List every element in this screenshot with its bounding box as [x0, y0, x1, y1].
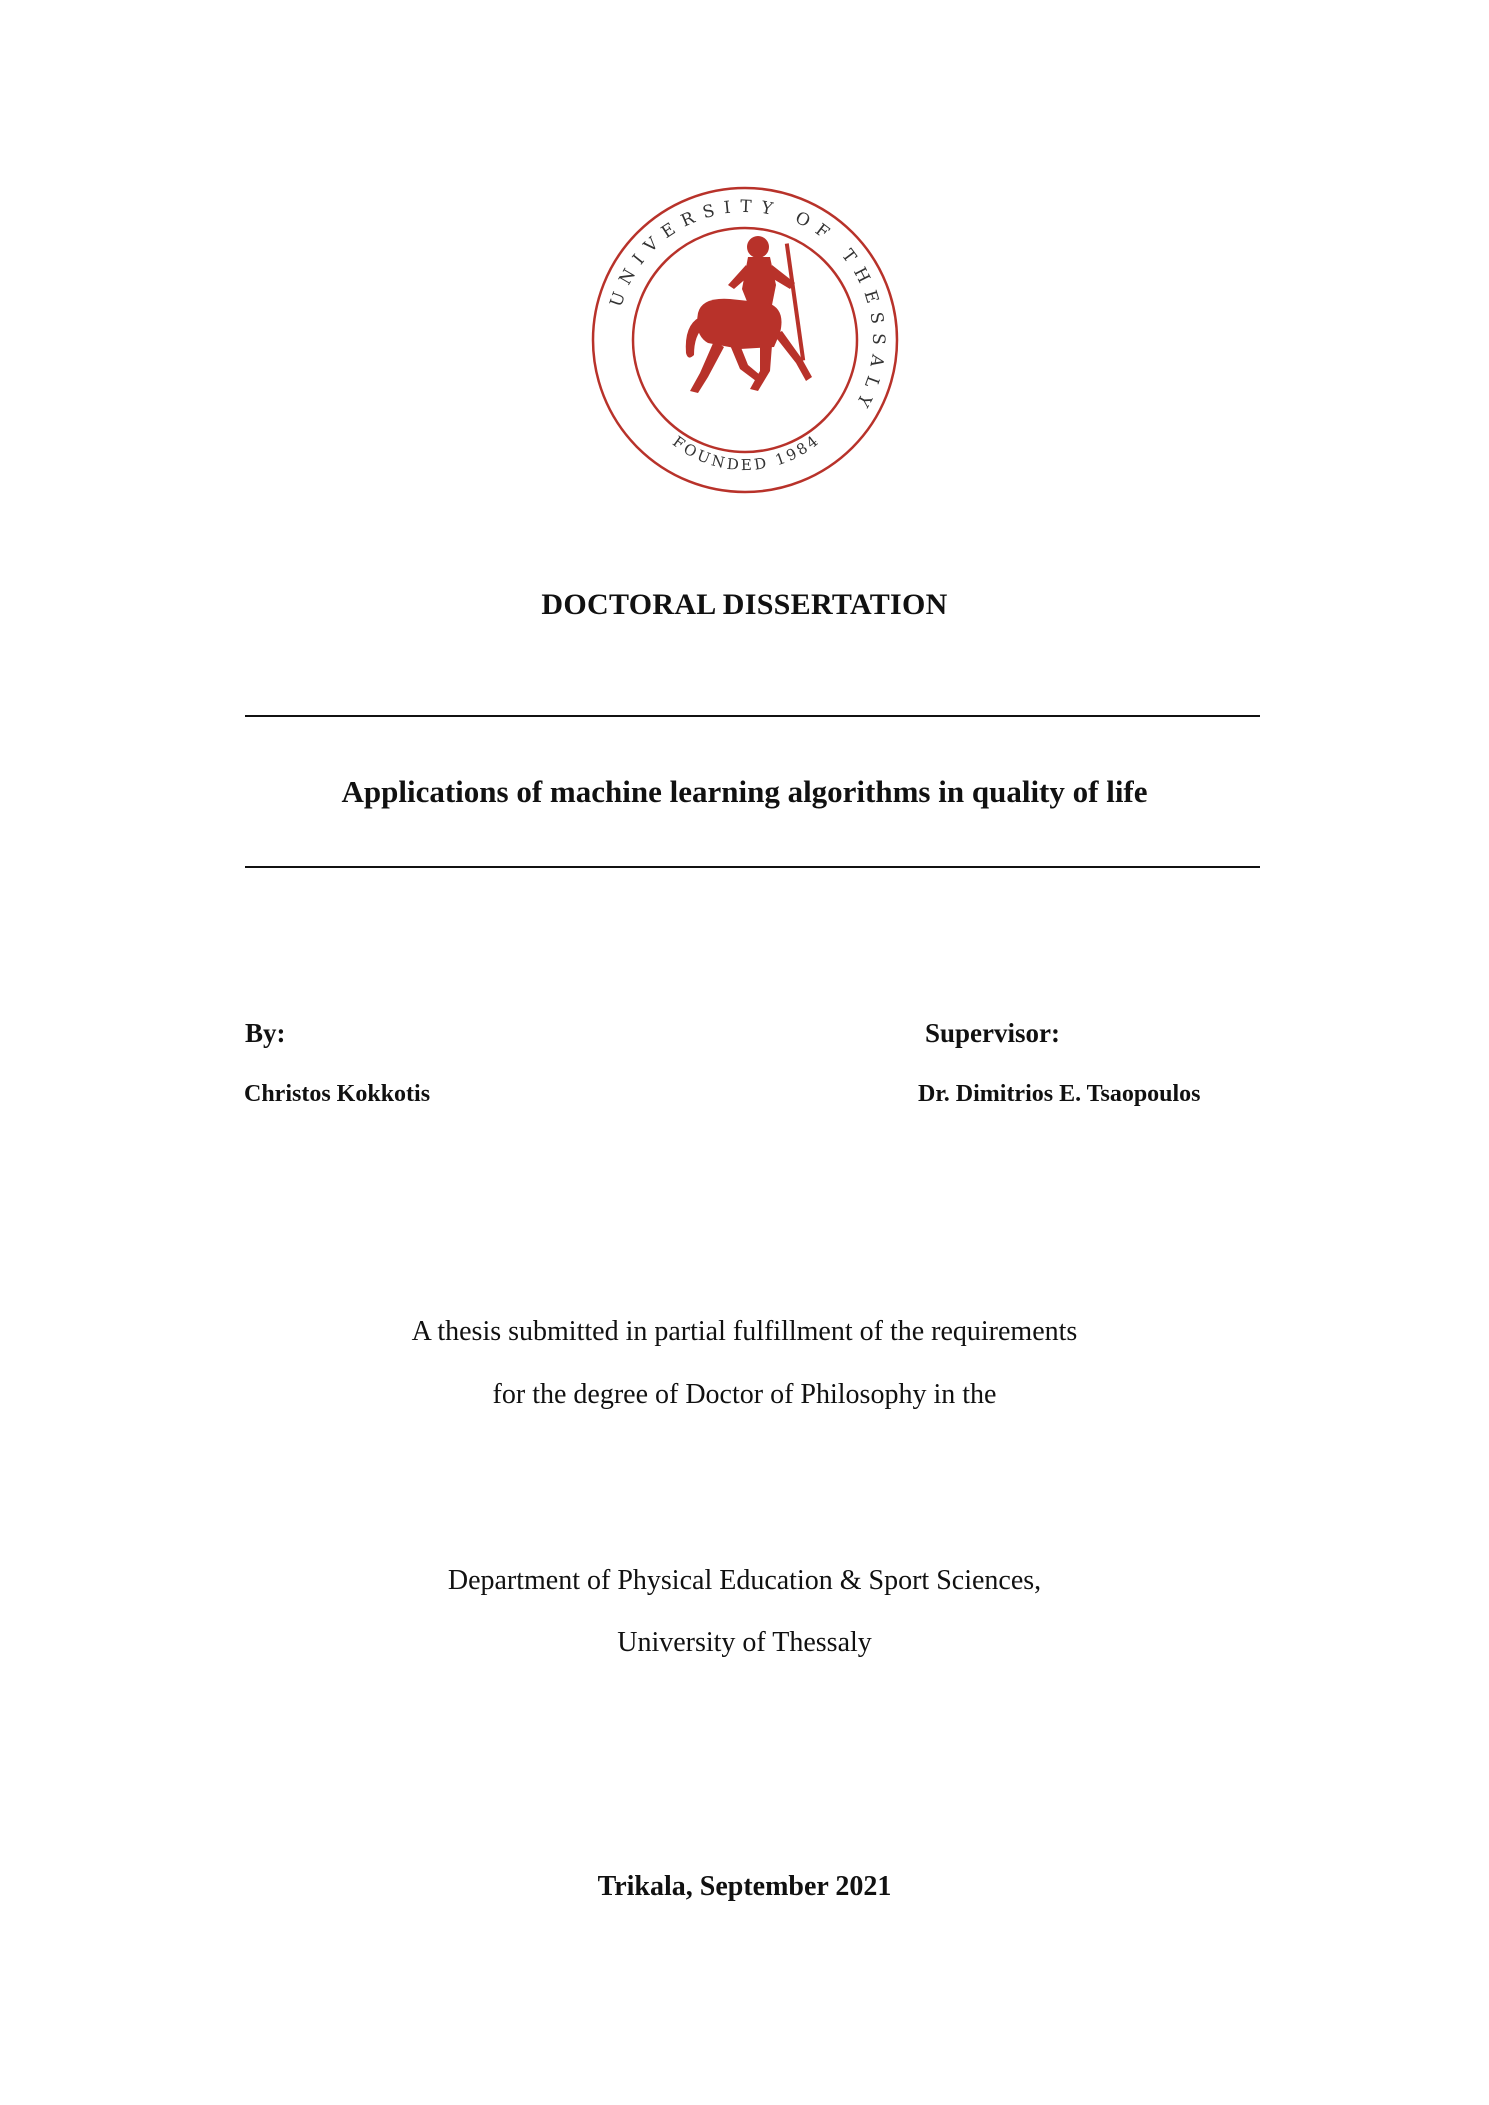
title-top-rule [245, 715, 1260, 717]
dissertation-title: Applications of machine learning algorithms in quality of life [341, 774, 1148, 809]
department-line-1: Department of Physical Education & Sport Sciences, [447, 1565, 1042, 1596]
author-label: By: [245, 1018, 286, 1048]
title-bottom-rule [245, 866, 1260, 868]
document-type-heading: DOCTORAL DISSERTATION [541, 588, 948, 621]
svg-text:UNIVERSITY OF THESSALY: UNIVERSITY OF THESSALY [606, 196, 889, 418]
author-name: Christos Kokkotis [244, 1081, 431, 1107]
place-and-date: Trikala, September 2021 [597, 1871, 892, 1902]
university-seal-graphic [590, 185, 900, 495]
supervisor-label: Supervisor: [925, 1018, 1060, 1048]
requirements-line-1: A thesis submitted in partial fulfillment of the requirements [411, 1316, 1078, 1347]
department-line-2: University of Thessaly [617, 1627, 872, 1658]
university-seal [590, 185, 900, 495]
centaur-icon [686, 236, 812, 393]
supervisor-name: Dr. Dimitrios E. Tsaopoulos [918, 1081, 1201, 1107]
requirements-line-2: for the degree of Doctor of Philosophy in the [492, 1379, 997, 1410]
svg-text:FOUNDED 1984: FOUNDED 1984 [669, 430, 824, 475]
